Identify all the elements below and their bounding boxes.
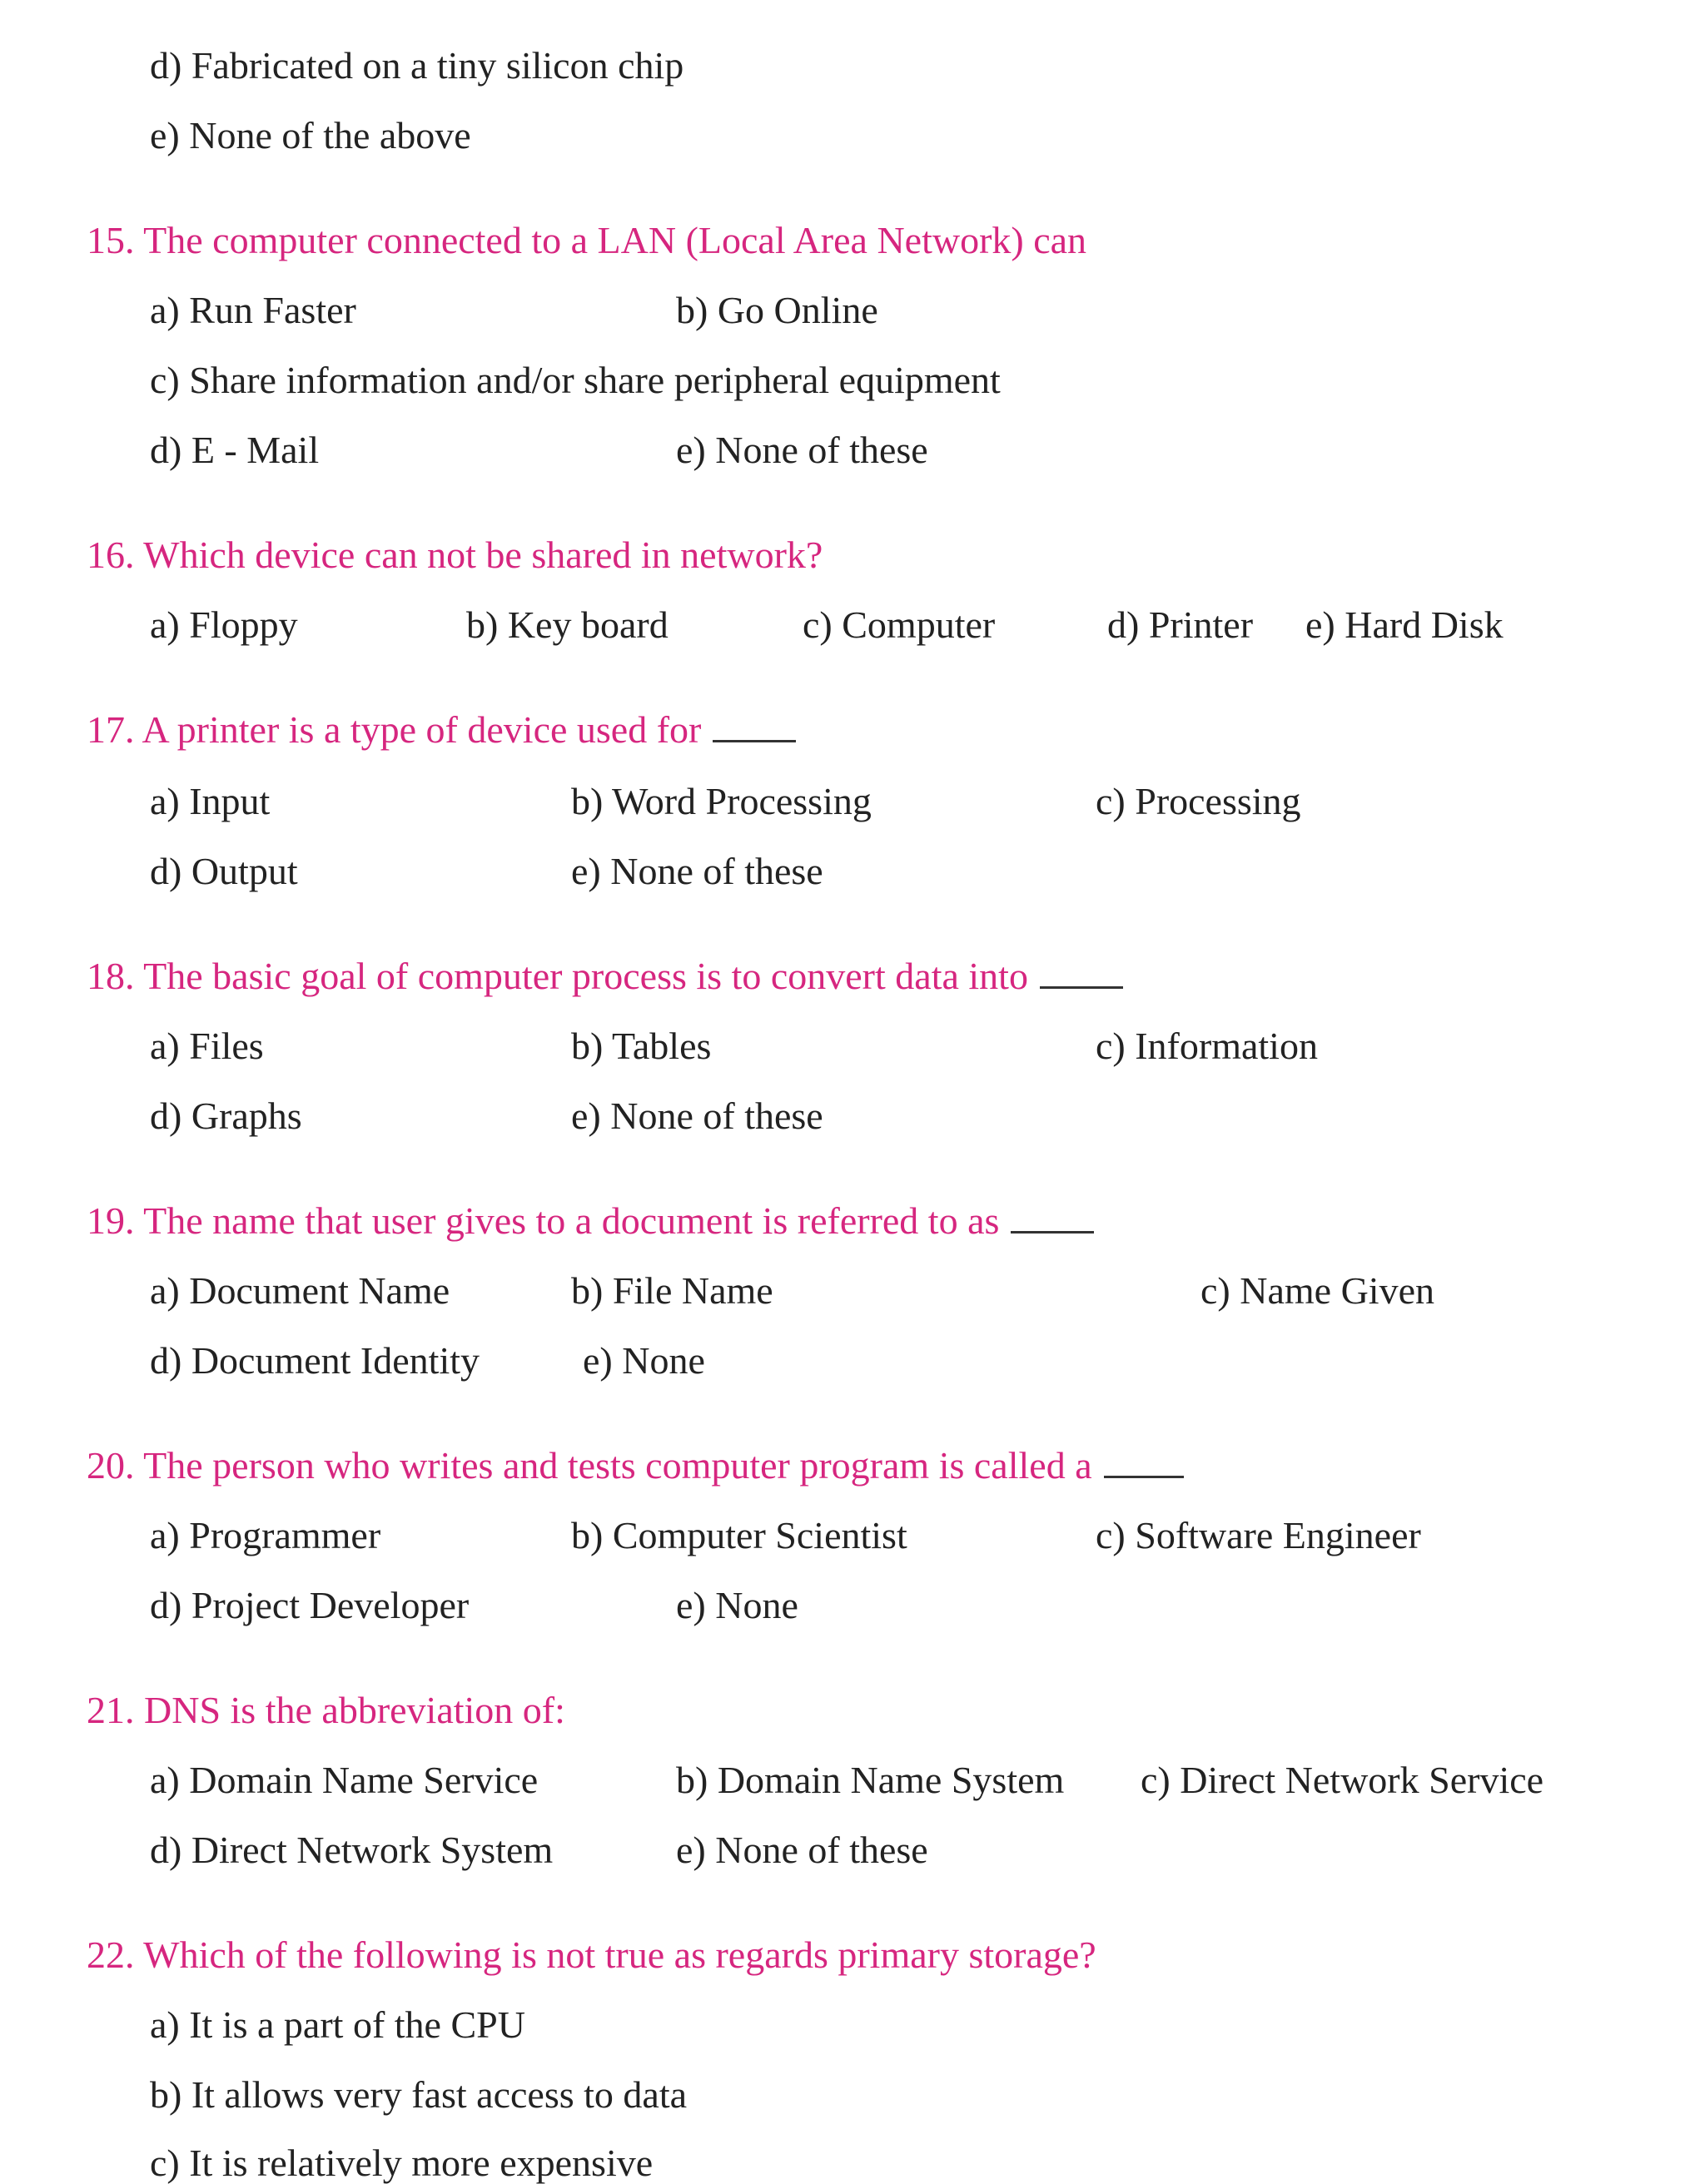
- q16-option-d: d) Printer: [1107, 603, 1254, 646]
- q19-question: [87, 1199, 1094, 1242]
- q22-question: 22. Which of the following is not true as regards primary storage?: [87, 1933, 1096, 1976]
- q17-question: [87, 708, 796, 751]
- q22-option-c: c) It is relatively more expensive: [150, 2142, 654, 2184]
- q18-option-b: b) Tables: [571, 1025, 712, 1067]
- q21-option-c: c) Direct Network Service: [1141, 1759, 1544, 1801]
- answer-blank: [1011, 1231, 1094, 1233]
- q21-option-b: b) Domain Name System: [676, 1759, 1065, 1801]
- q15-question: 15. The computer connected to a LAN (Local Area Network) can: [87, 219, 1087, 261]
- q20-option-e: e) None: [676, 1584, 798, 1626]
- q19-option-c: c) Name Given: [1200, 1269, 1434, 1312]
- q21-question: 21. DNS is the abbreviation of:: [87, 1689, 565, 1731]
- q18-option-e: e) None of these: [571, 1094, 823, 1137]
- q20-option-b: b) Computer Scientist: [571, 1514, 907, 1556]
- q17-option-c: c) Processing: [1096, 780, 1301, 822]
- q16-option-e: e) Hard Disk: [1305, 603, 1504, 646]
- q17-option-b: b) Word Processing: [571, 780, 872, 822]
- q14-option-d: d) Fabricated on a tiny silicon chip: [150, 44, 684, 87]
- q22-option-b: b) It allows very fast access to data: [150, 2073, 688, 2116]
- q20-question: [87, 1444, 1184, 1487]
- q20-option-a: a) Programmer: [150, 1514, 381, 1556]
- q14-option-e: e) None of the above: [150, 114, 471, 156]
- q16-option-c: c) Computer: [803, 603, 996, 646]
- q16-option-a: a) Floppy: [150, 603, 298, 646]
- answer-blank: [1040, 986, 1123, 989]
- q21-option-e: e) None of these: [676, 1829, 928, 1871]
- answer-blank: [713, 740, 796, 742]
- q18-question: [87, 957, 1123, 995]
- q19-option-e: e) None: [583, 1339, 705, 1382]
- answer-blank: [1104, 1476, 1184, 1478]
- q18-question-text: 18. The basic goal of computer process is to convert data into: [87, 955, 1028, 997]
- q17-option-a: a) Input: [150, 780, 271, 822]
- q20-option-d: d) Project Developer: [150, 1584, 470, 1626]
- q17-question-text: 17. A printer is a type of device used for: [87, 708, 702, 751]
- q16-option-b: b) Key board: [466, 603, 669, 646]
- q19-question-text: 19. The name that user gives to a document is referred to as: [87, 1199, 1000, 1242]
- q19-option-a: a) Document Name: [150, 1269, 450, 1312]
- q15-option-c: c) Share information and/or share peripheral equipment: [150, 359, 1001, 401]
- q18-option-a: a) Files: [150, 1025, 264, 1067]
- q18-option-d: d) Graphs: [150, 1094, 302, 1137]
- q17-option-e: e) None of these: [571, 850, 823, 892]
- q15-option-a: a) Run Faster: [150, 289, 356, 331]
- q19-option-b: b) File Name: [571, 1269, 773, 1312]
- q17-option-d: d) Output: [150, 850, 298, 892]
- q15-option-e: e) None of these: [676, 429, 928, 471]
- q22-option-a: a) It is a part of the CPU: [150, 2003, 525, 2046]
- q20-question-text: 20. The person who writes and tests computer program is called a: [87, 1444, 1092, 1487]
- q21-option-a: a) Domain Name Service: [150, 1759, 539, 1801]
- q15-option-d: d) E - Mail: [150, 429, 320, 471]
- q21-option-d: d) Direct Network System: [150, 1829, 554, 1871]
- q15-option-b: b) Go Online: [676, 289, 878, 331]
- q19-option-d: d) Document Identity: [150, 1339, 480, 1382]
- q18-option-c: c) Information: [1096, 1025, 1318, 1067]
- q16-question: 16. Which device can not be shared in network?: [87, 534, 823, 576]
- q20-option-c: c) Software Engineer: [1096, 1514, 1421, 1556]
